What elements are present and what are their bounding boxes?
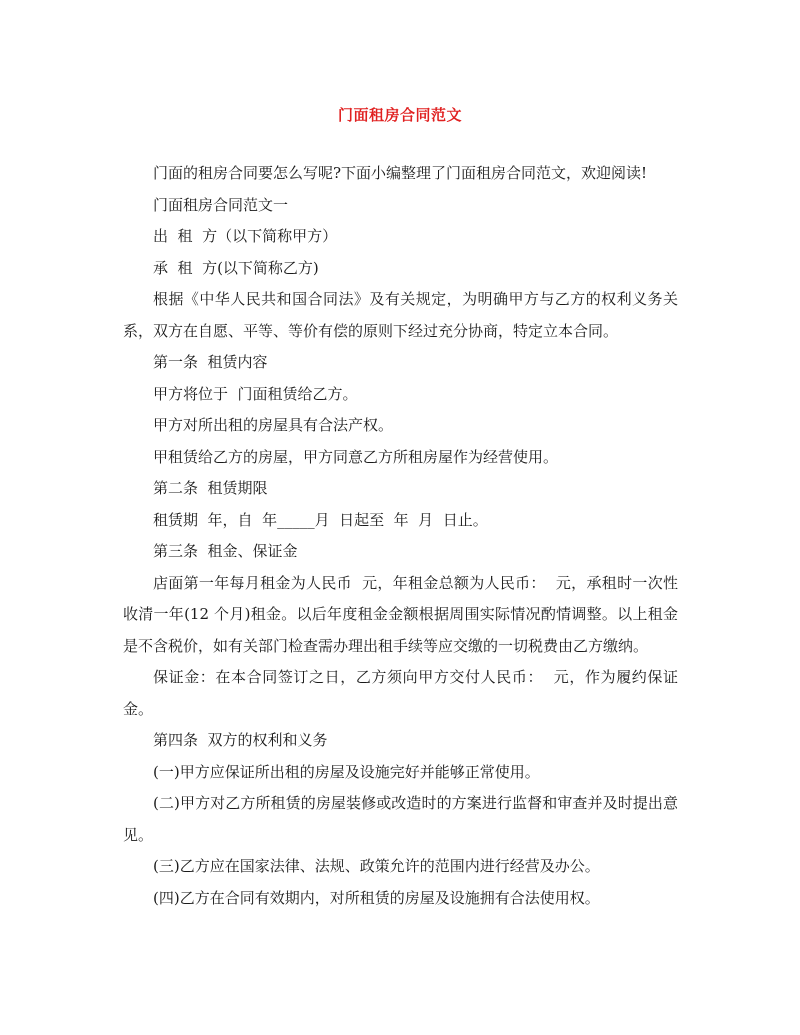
- intro-paragraph: 门面的租房合同要怎么写呢?下面小编整理了门面租房合同范文，欢迎阅读!: [153, 164, 648, 182]
- lessee-line: 承 租 方(以下简称乙方): [153, 258, 319, 277]
- article-4-clause: (三)乙方应在国家法律、法规、政策允许的范围内进行经营及办公。: [153, 857, 600, 875]
- article-1-clause: 甲方对所出租的房屋具有合法产权。: [153, 416, 394, 434]
- document-body: [123, 158, 678, 914]
- article-4-clause: (四)乙方在合同有效期内，对所租赁的房屋及设施拥有合法使用权。: [153, 888, 600, 907]
- article-3-heading: 第三条 租金、保证金: [153, 542, 298, 560]
- article-4-clause: (一)甲方应保证所出租的房屋及设施完好并能够正常使用。: [153, 762, 540, 781]
- article-2-clause: 租赁期 年，自 年_____月 日起至 年 月 日止。: [153, 510, 488, 529]
- article-3-clause: 保证金：在本合同签订之日，乙方须向甲方交付人民币： 元，作为履约保证金。: [123, 668, 678, 718]
- document-title: 门面租房合同范文: [337, 106, 462, 124]
- article-3-clause: 店面第一年每月租金为人民币 元，年租金总额为人民币： 元，承租时一次性收清一年(12 个月)租金。以后年度租金金额根据周围实际情况酌情调整。以上租金是不含税价，如有关部门检查需办理出租手续等应交缴的一切税费由乙方缴纳。: [123, 573, 678, 655]
- article-1-heading: 第一条 租赁内容: [153, 353, 268, 371]
- lessor-line: 出 租 方（以下简称甲方）: [153, 227, 338, 245]
- article-4-clause: (二)甲方对乙方所租赁的房屋装修或改造时的方案进行监督和审查并及时提出意见。: [123, 794, 678, 844]
- article-2-heading: 第二条 租赁期限: [153, 479, 268, 497]
- section-heading: 门面租房合同范文一: [153, 195, 289, 214]
- article-1-clause: 甲方将位于 门面租赁给乙方。: [153, 384, 358, 403]
- preamble-paragraph: 根据《中华人民共和国合同法》及有关规定，为明确甲方与乙方的权利义务关系，双方在自愿、平等、等价有偿的原则下经过充分协商，特定立本合同。: [123, 290, 678, 340]
- article-4-heading: 第四条 双方的权利和义务: [153, 731, 328, 749]
- article-1-clause: 甲租赁给乙方的房屋，甲方同意乙方所租房屋作为经营使用。: [153, 447, 559, 466]
